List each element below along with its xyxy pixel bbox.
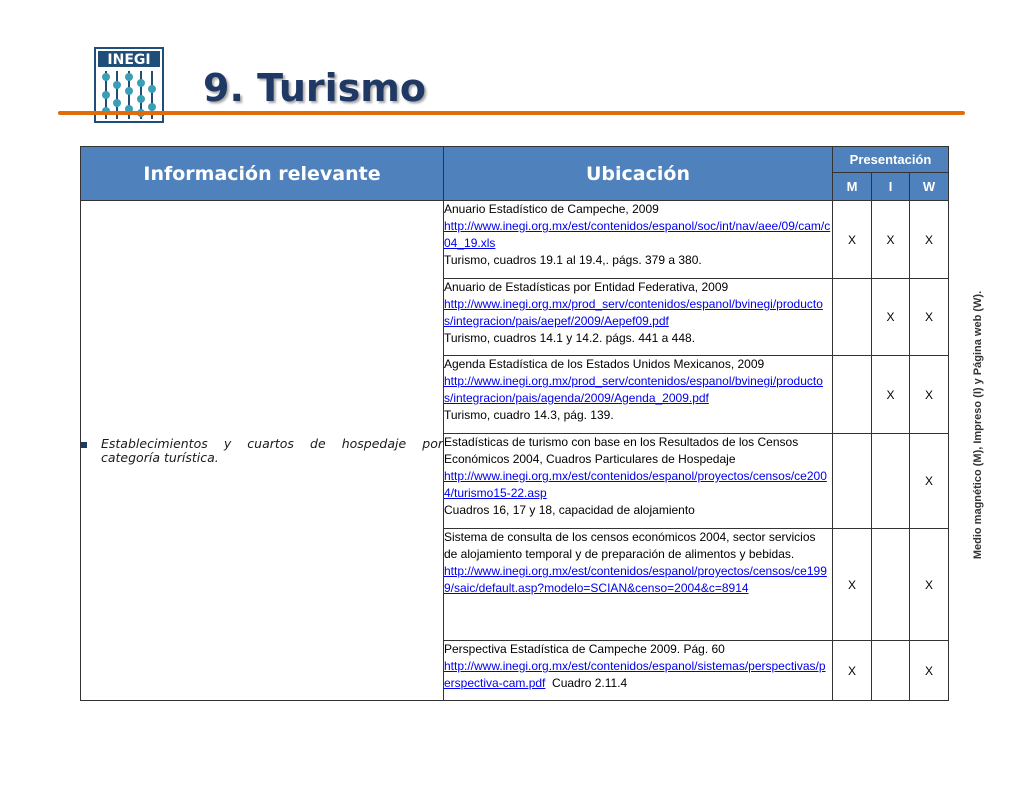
logo-text: INEGI	[107, 52, 151, 68]
mark-i: X	[872, 201, 910, 279]
source-title: Anuario Estadístico de Campeche, 2009	[444, 202, 659, 216]
mark-m	[833, 279, 872, 356]
location-cell	[444, 434, 833, 529]
source-title: Agenda Estadística de los Estados Unidos Mexicanos, 2009	[444, 357, 765, 371]
location-cell	[444, 279, 833, 356]
mark-w: X	[910, 279, 949, 356]
info-item: Establecimientos y cuartos de hospedaje por categoría turística.	[101, 435, 443, 465]
source-title: Anuario de Estadísticas por Entidad Federativa, 2009	[444, 280, 729, 294]
header-w: W	[910, 173, 949, 201]
mark-i: X	[872, 279, 910, 356]
source-detail: Turismo, cuadros 14.1 y 14.2. págs. 441 a 448.	[444, 331, 696, 345]
mark-m: X	[833, 201, 872, 279]
info-cell	[81, 201, 444, 701]
source-title: Estadísticas de turismo con base en los Resultados de los Censos Económicos 2004, Cuadros Particulares de Hospedaje	[444, 435, 799, 466]
mark-w: X	[910, 434, 949, 529]
page-title: 9. Turismo	[203, 66, 426, 110]
source-link[interactable]: http://www.inegi.org.mx/est/contenidos/espanol/proyectos/censos/ce1999/saic/default.asp?modelo=SCIAN&censo=2004&c=8914	[444, 564, 827, 595]
location-cell	[444, 201, 833, 279]
mark-w: X	[910, 641, 949, 701]
source-title: Perspectiva Estadística de Campeche 2009. Pág. 60	[444, 642, 725, 656]
source-link[interactable]: http://www.inegi.org.mx/prod_serv/contenidos/espanol/bvinegi/productos/integracion/pais/agenda/2009/Agenda_2009.pdf	[444, 374, 823, 405]
mark-i: X	[872, 356, 910, 434]
source-link[interactable]: http://www.inegi.org.mx/est/contenidos/espanol/sistemas/perspectivas/perspectiva-cam.pdf	[444, 659, 826, 690]
location-cell	[444, 529, 833, 641]
mark-m	[833, 434, 872, 529]
location-cell	[444, 356, 833, 434]
source-title: Sistema de consulta de los censos económicos 2004, sector servicios de alojamiento temporal y de preparación de alimentos y bebidas.	[444, 530, 816, 561]
source-link[interactable]: http://www.inegi.org.mx/est/contenidos/espanol/soc/int/nav/aee/09/cam/c04_19.xls	[444, 219, 831, 250]
mark-i	[872, 529, 910, 641]
bullet-icon	[81, 442, 87, 448]
source-detail: Turismo, cuadro 14.3, pág. 139.	[444, 408, 614, 422]
mark-i	[872, 641, 910, 701]
mark-w: X	[910, 356, 949, 434]
mark-m	[833, 356, 872, 434]
source-link[interactable]: http://www.inegi.org.mx/prod_serv/contenidos/espanol/bvinegi/productos/integracion/pais/aepef/2009/Aepef09.pdf	[444, 297, 823, 328]
mark-i	[872, 434, 910, 529]
header-m: M	[833, 173, 872, 201]
source-detail: Cuadro 2.11.4	[552, 676, 628, 690]
mark-m: X	[833, 529, 872, 641]
sources-table	[80, 146, 949, 701]
header-i: I	[872, 173, 910, 201]
mark-m: X	[833, 641, 872, 701]
header-rule	[58, 111, 965, 115]
header-location: Ubicación	[444, 147, 833, 201]
mark-w: X	[910, 201, 949, 279]
presentation-legend: Medio magnético (M), Impreso (I) y Página web (W).	[972, 290, 984, 560]
mark-w: X	[910, 529, 949, 641]
table-row	[81, 201, 949, 279]
source-detail: Cuadros 16, 17 y 18, capacidad de alojamiento	[444, 503, 695, 517]
source-link[interactable]: http://www.inegi.org.mx/est/contenidos/espanol/proyectos/censos/ce2004/turismo15-22.asp	[444, 469, 827, 500]
source-detail: Turismo, cuadros 19.1 al 19.4,. págs. 379 a 380.	[444, 253, 702, 267]
header-presentation: Presentación	[833, 147, 949, 173]
location-cell	[444, 641, 833, 701]
header-info: Información relevante	[81, 147, 444, 201]
